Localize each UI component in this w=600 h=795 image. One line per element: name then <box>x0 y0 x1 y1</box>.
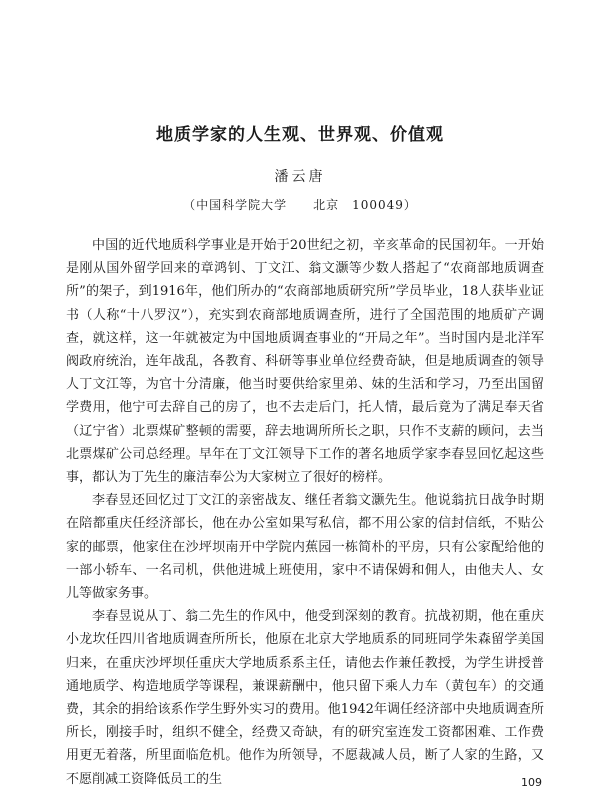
author-affiliation: （中国科学院大学 北京 100049） <box>183 198 417 212</box>
author-name: 潘云唐 <box>274 169 326 185</box>
article-title: 地质学家的人生观、世界观、价值观 <box>156 125 444 145</box>
article-body <box>66 234 544 791</box>
paragraph-2: 李春昱还回忆过丁文江的亲密战友、继任者翁文灏先生。他说翁抗日战争时期在陪都重庆任经济部长，他在办公室如果写私信，都不用公家的信封信纸，不贴公家的邮票，他家住在沙坪坝南开中学院内蕉园一栋简朴的平房，只有公家配给他的一部小轿车、一名司机，供他进城上班使用，家中不请保姆和佣人，由他夫人、女儿等做家务事。 <box>66 493 544 602</box>
page-number: 109 <box>521 776 542 789</box>
paragraph-3: 李春昱说从丁、翁二先生的作风中，他受到深刻的教育。抗战初期，他在重庆小龙坎任四川省地质调查所所长，他原在北京大学地质系的同班同学朱森留学美国归来，在重庆沙坪坝任重庆大学地质系系主任，请他去作兼任教授，为学生讲授普通地质学、构造地质学等课程，兼课薪酬中，他只留下乘人力车（黄包车）的交通费，其余的捐给该系作学生野外实习的费用。他1942年调任经济部中央地质调查所所长，刚接手时，组织不健全，经费又奇缺，有的研究室连发工资都困难、工作费用更无着落，所里面临危机。他作为所领导，不愿裁减人员，断了人家的生路，又不愿削减工资降低员工的生 <box>66 609 544 787</box>
paragraph-1: 中国的近代地质科学事业是开始于20世纪之初，辛亥革命的民国初年。一开始是刚从国外留学回来的章鸿钊、丁文江、翁文灏等少数人搭起了“农商部地质调查所”的架子，到1916年，他们所办的“农商部地质研究所”学员毕业，18人获毕业证书（人称“十八罗汉”），充实到农商部地质调查所，进行了全国范围的地质矿产调查，就这样，这一年就被定为中国地质调查事业的“开局之年”。当时国内是北洋军阀政府统治，连年战乱，各教育、科研等事业单位经费奇缺，但是地质调查的领导人丁文江等，为官十分清廉，他当时要供给家里弟、妹的生活和学习，乃至出国留学费用，他宁可去辞自己的房了，也不去走后门，托人情，最后竟为了满足奉天省（辽宁省）北票煤矿整顿的需要，辞去地调所所长之职，只作不支薪的顾问，去当北票煤矿公司总经理。早年在丁文江领导下工作的著名地质学家李春昱回忆起这些事，都认为丁先生的廉洁奉公为大家树立了很好的榜样。 <box>66 238 544 486</box>
